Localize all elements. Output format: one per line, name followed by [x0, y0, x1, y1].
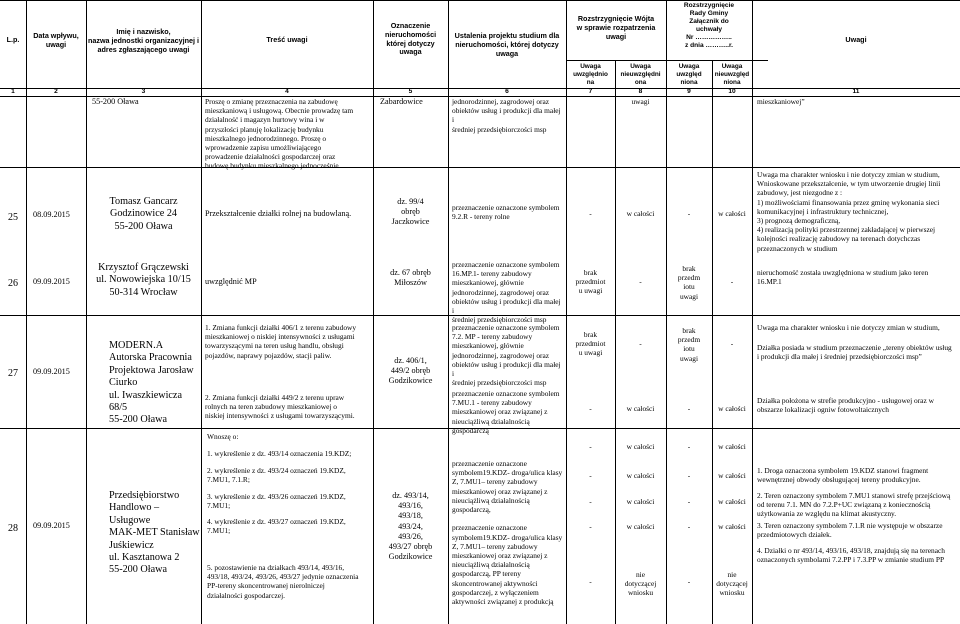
row-mayor-rejected: w całości	[626, 209, 655, 218]
row-notes: mieszkaniowej”	[757, 97, 805, 106]
row-notes: Uwaga ma charakter wniosku i nie dotyczy zmian w studium,	[757, 323, 940, 332]
row-content: Przekształcenie działki rolnej na budowlaną.	[205, 209, 352, 218]
row-number: 27	[8, 368, 18, 379]
row-property: dz. 99/4 obręb Jaczkowice	[391, 197, 430, 227]
row-mayor-rejected: w całości	[626, 442, 655, 451]
header-property: Oznaczenie nieruchomości której dotyczy uwaga	[384, 21, 437, 57]
row-mayor-rejected: w całości	[626, 497, 655, 506]
row-findings: przeznaczenie oznaczone symbolem 16.MP.1- tereny zabudowy mieszkaniowej, głównie jednorodzinnej, zagrodowej oraz obiektów usług i produkcji dla małej i średniej przedsiębiorczości msp	[452, 260, 561, 325]
colnum-1: 1	[11, 88, 15, 95]
row-mayor-accepted: -	[589, 442, 592, 451]
row-council-rejected: w całości	[718, 471, 746, 480]
colnum-3: 3	[141, 88, 146, 95]
row-property: dz. 406/1, 449/2 obręb Godzikowice	[388, 356, 433, 386]
header-mayor-decision: Rozstrzygnięcie Wójta w sprawie rozpatrzenia uwagi	[576, 14, 656, 41]
row-notes: Działka posiada w studium przeznaczenie „tereny obiektów usług i produkcji dla małej i średniej przedsiębiorczości msp”	[757, 343, 952, 362]
row-mayor-accepted: -	[589, 404, 592, 413]
colnum-10: 10	[728, 88, 736, 95]
header-date: Data wpływu, uwagi	[33, 31, 79, 49]
row-content-intro: Wnoszę o:	[207, 432, 239, 441]
row-mayor-accepted: -	[589, 471, 592, 480]
row-number: 28	[8, 523, 18, 534]
header-submitter: Imię i nazwisko, nazwa jednostki organizacyjnej i adres zgłaszającego uwagi	[87, 27, 200, 54]
row-content-item: 2. wykreślenie z dz. 493/24 oznaczeń 19.KDZ, 7.MU1, 7.1.R;	[207, 466, 346, 485]
row-council-rejected: -	[730, 339, 734, 348]
row-notes: 2. Teren oznaczony symbolem 7.MU1 stanowi strefę przejściową od terenu 7.1. MN do 7.2.P+UC związaną z koniecznością użytkowania ze względu na klimat akustyczny.	[757, 491, 951, 519]
row-property: dz. 493/14, 493/16, 493/18, 493/24, 493/26, 493/27 obręb Godzikowice	[388, 491, 433, 562]
row-council-rejected: w całości	[718, 497, 746, 506]
row-notes: Uwaga ma charakter wniosku i nie dotyczy zmian w studium, Wnioskowane przekształcenie, w tym utworzenie drugiej linii zabudowy, jest niezgodne z : 1) możliwościami finansowania przez gminę wykonania sieci komunikacyjnej i infrastruktury technicznej, 3) prognozą demograficzną, 4) realizacją polityki przestrzennej zakładającej w pierwszej kolejności realizację zabudowy na terenach dotychczas przeznaczonych w studium	[757, 170, 941, 253]
row-date: 08.09.2015	[33, 210, 70, 219]
colnum-2: 2	[54, 88, 58, 95]
row-date: 09.09.2015	[33, 521, 70, 530]
colnum-8: 8	[638, 88, 643, 95]
row-council-rejected: w całości	[718, 209, 746, 218]
header-findings: Ustalenia projektu studium dla nieruchomości, której dotyczy uwaga	[454, 31, 560, 58]
row-findings: przeznaczenie oznaczone symbolem 7.2. MP - tereny zabudowy mieszkaniowej, głównie jednorodzinnej, zagrodowej oraz obiektów usług i produkcji dla małej i średniej przedsiębiorczości msp	[452, 323, 561, 388]
row-submitter: Tomasz Gancarz Godzinowice 24 55-200 Oława	[109, 196, 178, 232]
colnum-9: 9	[687, 88, 691, 95]
row-council-accepted: -	[687, 442, 691, 451]
row-content: Proszę o zmianę przeznaczenia na zabudowę mieszkaniową i usługową. Obecnie prowadzę tam działalność i magazyn hurtowy wina i w przyszłości planuję lokalizację budynku mieszkalnego jednorodzinnego. Proszę o wprowadzenie zapisu umożliwiającego prowadzenie działalności gospodarczej oraz budowę budynku mieszkalnego jednocześnie.	[205, 97, 354, 171]
row-council-rejected: w całości	[718, 522, 746, 531]
row-mayor-rejected: w całości	[626, 471, 655, 480]
row-content-item: 1. Zmiana funkcji działki 406/1 z terenu zabudowy mieszkaniowej o niskiej intensywności z usługami towarzyszącymi na teren usług handlu, obsługi pojazdów, naprawy pojazdów, stacji paliw.	[205, 323, 357, 360]
header-council-accepted: Uwaga uwzględ niona	[676, 63, 702, 86]
row-findings: przeznaczenie oznaczone symbolem 7.MU.1 - tereny zabudowy mieszkaniowej oraz związanej z nieuciążliwą działalnością gospodarczą	[452, 389, 560, 435]
row-submitter: Przedsiębiorstwo Handlowo – Usługowe MAK-MET Stanisław Juśkiewicz ul. Kasztanowa 2 55-200 Oława	[109, 490, 200, 576]
row-submitter: MODERN.A Autorska Pracownia Projektowa Jarosław Ciurko ul. Iwaszkiewicza 68/5 55-200 Oława	[109, 340, 194, 426]
row-content-item: 4. wykreślenie z dz. 493/27 oznaczeń 19.KDZ, 7.MU1;	[207, 517, 346, 536]
header-mayor-accepted: Uwaga uwzględnio na	[573, 63, 608, 86]
row-submitter: 55-200 Oława	[92, 97, 139, 106]
row-council-accepted: -	[687, 404, 691, 413]
row-mayor-rejected: w całości	[626, 522, 655, 531]
row-mayor-accepted: brak przedmiot u uwagi	[575, 268, 606, 296]
header-content: Treść uwagi	[266, 35, 308, 44]
row-council-accepted: -	[687, 471, 691, 480]
row-date: 09.09.2015	[33, 367, 70, 376]
row-submitter: Krzysztof Grączewski ul. Nowowiejska 10/15 50-314 Wrocław	[96, 262, 191, 298]
row-mayor-accepted: -	[589, 497, 592, 506]
row-content-item: 1. wykreślenie z dz. 493/14 oznaczenia 19.KDZ;	[207, 449, 352, 458]
row-number: 26	[8, 278, 18, 289]
row-findings: przeznaczenie oznaczone symbolem19.KDZ- droga/ulica klasy Z, 7.MU1– tereny zabudowy mieszkaniowej oraz związanej z nieuciążliwą działalnością gospodarczą, przeznaczenie oznaczone symbolem19.KDZ- droga/ulica klasy Z, 7.MU1– tereny zabudowy mieszkaniowej oraz związanej z nieuciążliwą działalnością gospodarczą, PP tereny skoncentrowanej aktywności gospodarczej, z wyłączeniem aktywności związanej z produkcją	[452, 459, 563, 607]
row-date: 09.09.2015	[33, 277, 70, 286]
colnum-11: 11	[852, 88, 860, 95]
row-council-rejected: w całości	[718, 404, 746, 413]
row-council-rejected: -	[730, 277, 734, 286]
row-notes: 4. Działki o nr 493/14, 493/16, 493/18, znajdują się na terenach oznaczonych symbolami 7.2.PP i 7.3.PP w zmianie studium PP	[757, 546, 946, 565]
colnum-6: 6	[505, 88, 509, 95]
row-mayor-rejected: w całości	[626, 404, 655, 413]
row-content-item: 5. pozostawienie na działkach 493/14, 493/16, 493/18, 493/24, 493/26, 493/27 jedynie oznaczenia PP-tereny skoncentrowanej nierolniczej działalności gospodarczej.	[207, 563, 359, 600]
row-council-rejected: w całości	[718, 442, 746, 451]
row-council-accepted: -	[687, 522, 691, 531]
row-mayor-rejected: uwagi	[631, 97, 650, 106]
header-mayor-rejected: Uwaga nieuwzględni ona	[620, 63, 661, 86]
header-lp: L.p.	[6, 35, 20, 44]
row-mayor-rejected: nie dotyczącej wniosku	[624, 570, 657, 598]
row-content-item: 3. wykreślenie z dz. 493/26 oznaczeń 19.KDZ, 7.MU1;	[207, 492, 346, 511]
row-content: uwzględnić MP	[205, 277, 257, 286]
row-mayor-accepted: brak przedmiot u uwagi	[575, 330, 606, 358]
row-council-accepted: brak przedm iotu uwagi	[677, 326, 701, 363]
colnum-7: 7	[588, 88, 593, 95]
row-property: Zabardowice	[380, 97, 423, 106]
row-content-item: 2. Zmiana funkcji działki 449/2 z terenu upraw rolnych na teren zabudowy mieszkaniowej o niskiej intensywności z usługami towarzyszącymi.	[205, 393, 355, 421]
row-mayor-accepted: -	[589, 522, 592, 531]
header-council-rejected: Uwaga nieuwzględ niona	[714, 63, 750, 86]
row-notes: 3. Teren oznaczony symbolem 7.1.R nie występuje w obszarze przedmiotowych działek.	[757, 521, 943, 540]
row-council-accepted: -	[687, 209, 691, 218]
row-property: dz. 67 obręb Miłoszów	[390, 268, 431, 288]
header-notes: Uwagi	[845, 35, 867, 44]
row-number: 25	[8, 212, 18, 223]
row-council-rejected: nie dotyczącej wniosku	[716, 570, 748, 598]
row-notes: 1. Droga oznaczona symbolem 19.KDZ stanowi fragment wewnętrznej obwody obsługującej tereny produkcyjne.	[757, 466, 929, 485]
colnum-4: 4	[285, 88, 289, 95]
header-council-decision: Rozstrzygnięcie Rady Gminy Załącznik do uchwały Nr …………….. z dnia ………..r.	[683, 2, 735, 49]
row-council-accepted: -	[687, 497, 691, 506]
row-mayor-rejected: -	[639, 339, 642, 348]
row-notes: Działka położona w strefie produkcyjno - usługowej oraz w obszarze lokalizacji ogniw fotowoltaicznych	[757, 396, 934, 415]
row-council-accepted: brak przedm iotu uwagi	[677, 264, 701, 301]
row-mayor-accepted: -	[589, 209, 592, 218]
row-council-accepted: -	[687, 577, 691, 586]
row-notes: nieruchomość została uwzględniona w studium jako teren 16.MP.1	[757, 268, 929, 287]
row-mayor-accepted: -	[589, 577, 592, 586]
row-findings: przeznaczenie oznaczone symbolem 9.2.R - tereny rolne	[452, 203, 560, 222]
colnum-5: 5	[408, 88, 413, 95]
row-mayor-rejected: -	[639, 277, 642, 286]
row-findings: jednorodzinnej, zagrodowej oraz obiektów usług i produkcji dla małej i średniej przedsiębiorczości msp	[452, 97, 561, 134]
